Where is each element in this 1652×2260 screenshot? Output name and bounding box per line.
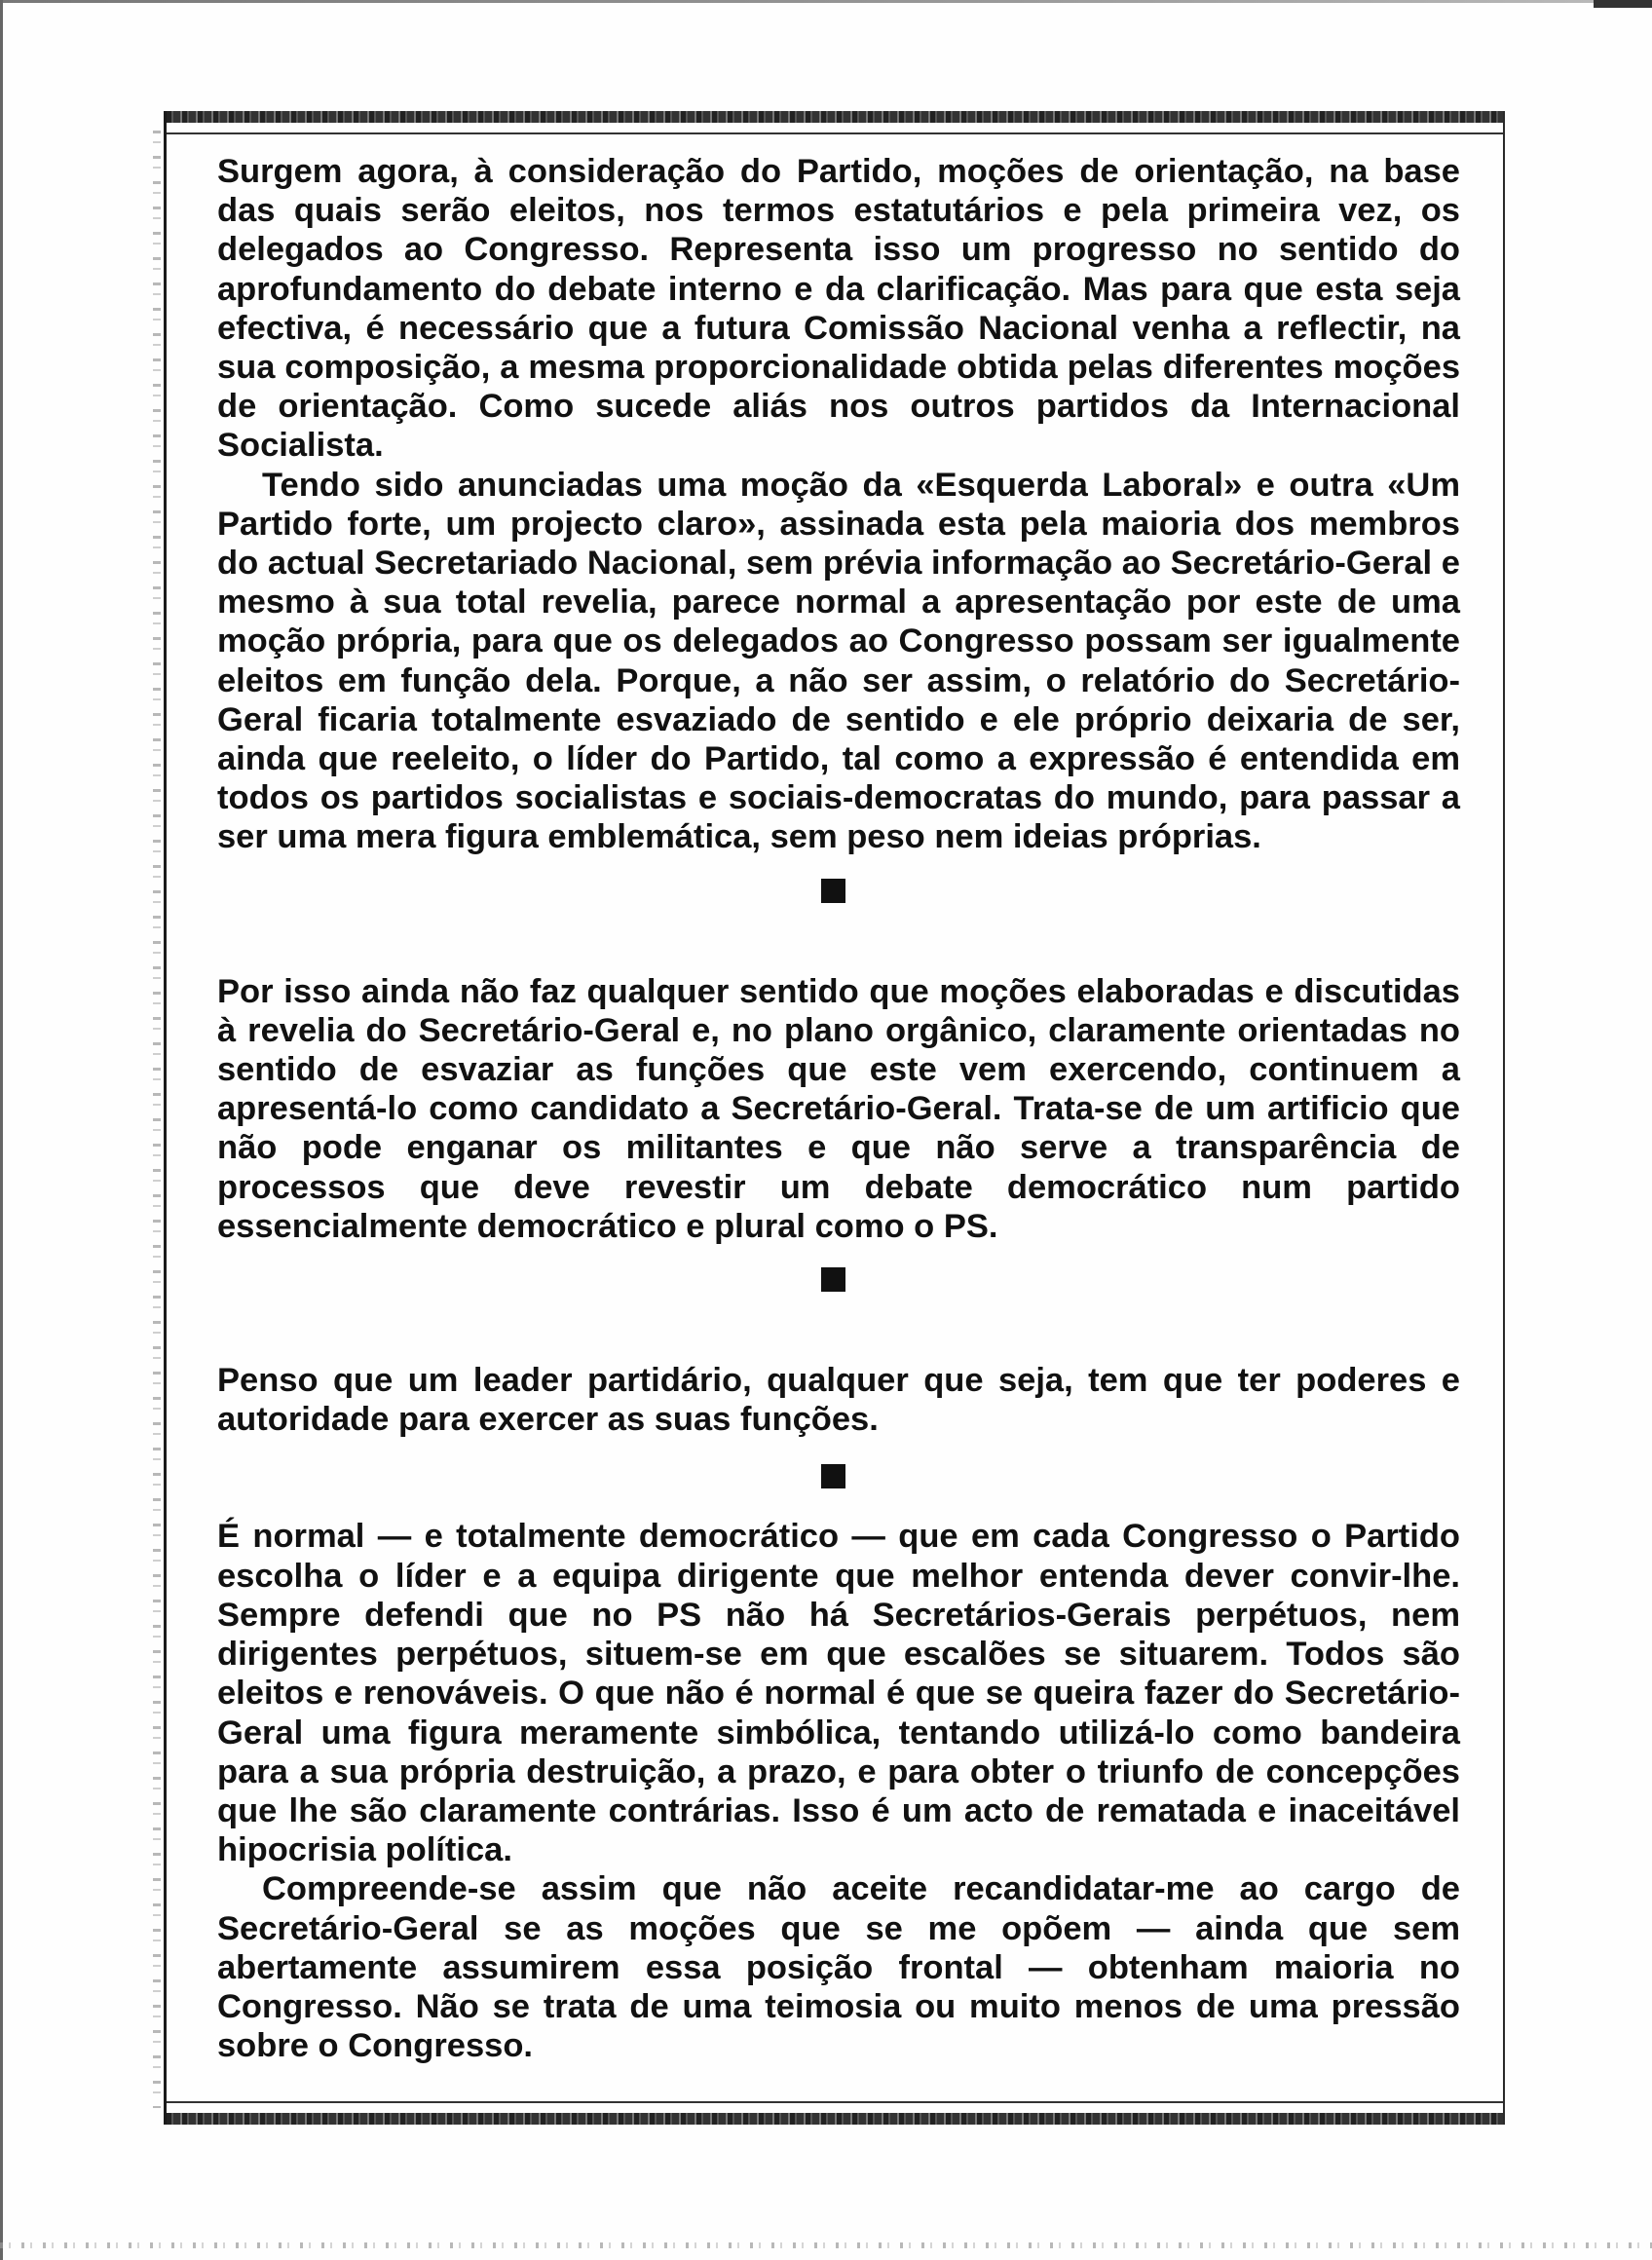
black-square-icon — [821, 1267, 845, 1292]
frame-line-bottom — [167, 2101, 1503, 2103]
paragraph-1: Surgem agora, à consideração do Partido, moções de orientação, na base das quais serão eleitos, nos termos estatutários e pela primeira vez, os delegados ao Congresso. Representa isso um progresso no sentido do aprofundamento do debate interno e da clarificação. Mas para que esta seja efectiva, é necessário que a futura Comissão Nacional venha a reflectir, na sua composição, a mesma proporcionalidade obtida pelas diferentes moções de orientação. Como sucede aliás nos outros partidos da Internacional Socialista. — [217, 153, 1460, 465]
scan-edge-bottom — [0, 2242, 1652, 2248]
paragraph-6: Compreende-se assim que não aceite recandidatar-me ao cargo de Secretário-Geral se as moções que se me opõem — ainda que sem abertamente assumirem essa posição frontal — obtenham maioria no Congresso. Não se trata de uma teimosia ou muito menos de uma pressão sobre o Congresso. — [217, 1870, 1460, 2065]
scan-corner-mark — [1594, 0, 1652, 8]
frame-rule-bottom — [167, 2113, 1503, 2125]
scan-edge-top — [0, 0, 1652, 3]
frame-rule-top — [167, 111, 1503, 123]
section-separator — [217, 1439, 1460, 1517]
black-square-icon — [821, 1464, 845, 1488]
frame-shadow — [153, 131, 161, 2108]
article-body — [217, 152, 1460, 2065]
paragraph-4: Penso que um leader partidário, qualquer que seja, tem que ter poderes e autoridade para exercer as suas funções. — [217, 1362, 1460, 1439]
black-square-icon — [821, 879, 845, 903]
paragraph-3: Por isso ainda não faz qualquer sentido que moções elaboradas e discutidas à revelia do Secretário-Geral e, no plano orgânico, claramente orientadas no sentido de esvaziar as funções que este vem exercendo, continuem a apresentá-lo como candidato a Secretário-Geral. Trata-se de um artificio que não pode enganar os militantes e que não serve a transparência de processos que deve revestir um debate democrático num partido essencialmente democrático e plural como o PS. — [217, 972, 1460, 1245]
frame-line-top — [167, 132, 1503, 134]
scan-edge-left — [0, 0, 3, 2260]
section-separator — [217, 857, 1460, 972]
paragraph-5: É normal — e totalmente democrático — que em cada Congresso o Partido escolha o líder e a equipa dirigente que melhor entenda dever convir-lhe. Sempre defendi que no PS não há Secretários-Gerais perpétuos, nem dirigentes perpétuos, situem-se em que escalões se situarem. Todos são eleitos e renováveis. O que não é normal é que se queira fazer do Secretário-Geral uma figura meramente simbólica, tentando utilizá-lo como bandeira para a sua própria destruição, a prazo, e para obter o triunfo de concepções que lhe são claramente contrárias. Isso é um acto de rematada e inaceitável hipocrisia política. — [217, 1518, 1460, 1869]
text-frame — [164, 111, 1505, 2125]
section-separator — [217, 1246, 1460, 1361]
paragraph-2: Tendo sido anunciadas uma moção da «Esquerda Laboral» e outra «Um Partido forte, um projecto claro», assinada esta pela maioria dos membros do actual Secretariado Nacional, sem prévia informação ao Secretário-Geral e mesmo à sua total revelia, parece normal a apresentação por este de uma moção própria, para que os delegados ao Congresso possam ser igualmente eleitos em função dela. Porque, a não ser assim, o relatório do Secretário-Geral ficaria totalmente esvaziado de sentido e ele próprio deixaria de ser, ainda que reeleito, o líder do Partido, tal como a expressão é entendida em todos os partidos socialistas e sociais-democratas do mundo, para passar a ser uma mera figura emblemática, sem peso nem ideias próprias. — [217, 466, 1460, 856]
